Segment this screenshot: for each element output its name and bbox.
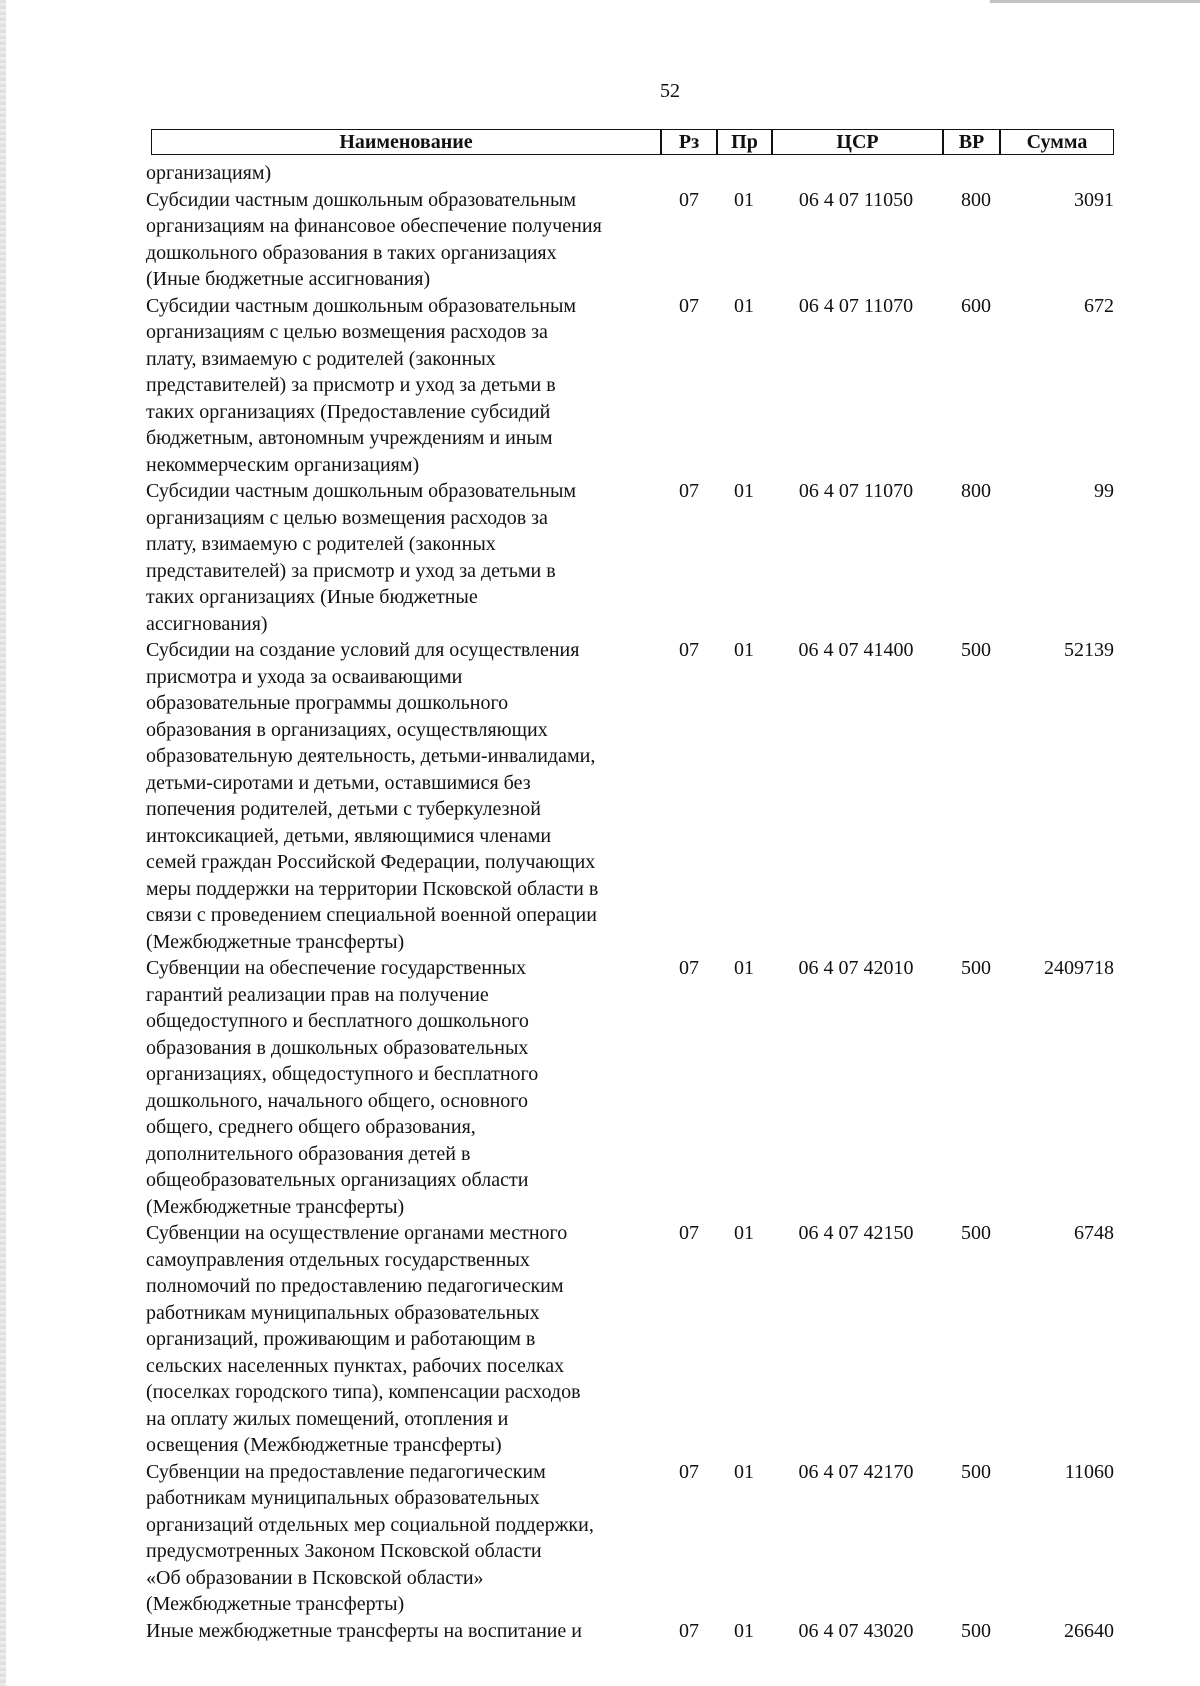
header-pr: Пр <box>717 129 772 155</box>
row-name <box>146 1618 648 1645</box>
row-name-line: плату, взимаемую с родителей (законных <box>146 533 496 555</box>
row-rz: 07 <box>679 1460 699 1483</box>
row-pr: 01 <box>734 957 754 979</box>
row-name-line: связи с проведением специальной военной операции <box>146 904 597 926</box>
scan-edge-top-right <box>990 0 1200 3</box>
row-name <box>146 160 648 187</box>
row-name-line: сельских населенных пунктах, рабочих поселках <box>146 1354 565 1377</box>
row-sum: 99 <box>1094 480 1114 502</box>
row-name-line: плату, взимаемую с родителей (законных <box>146 347 496 370</box>
header-vr: ВР <box>943 129 1000 155</box>
header-sum: Сумма <box>1000 129 1114 155</box>
row-rz: 07 <box>679 957 699 979</box>
row-name-line: гарантий реализации прав на получение <box>146 983 489 1006</box>
table-row <box>146 478 1114 637</box>
table-header <box>146 129 1114 156</box>
row-name-line: работникам муниципальных образовательных <box>146 1301 540 1324</box>
row-name-line: ассигнования) <box>146 612 268 635</box>
row-vr: 500 <box>961 957 991 979</box>
row-csr: 06 4 07 11070 <box>798 480 914 502</box>
header-rz: Рз <box>661 129 717 155</box>
row-name-line: дошкольного, начального общего, основного <box>146 1089 529 1112</box>
row-name-line: общеобразовательных организациях области <box>146 1169 529 1191</box>
row-name-line: на оплату жилых помещений, отопления и <box>146 1407 509 1430</box>
table-row <box>146 293 1114 479</box>
row-name-line: организациям с целью возмещения расходов за <box>146 321 548 343</box>
row-name-line: образовательные программы дошкольного <box>146 692 509 714</box>
row-name-line: «Об образовании в Псковской области» <box>146 1566 484 1589</box>
row-csr: 06 4 07 43020 <box>798 1619 914 1642</box>
row-name <box>146 637 648 955</box>
row-name-line: бюджетным, автономным учреждениям и иным <box>146 427 553 449</box>
row-sum: 2409718 <box>1044 957 1114 979</box>
row-name-line: освещения (Межбюджетные трансферты) <box>146 1434 502 1456</box>
row-name <box>146 1220 648 1459</box>
row-name-line: образовательную деятельность, детьми-инвалидами, <box>146 745 596 767</box>
table-row <box>146 1618 1114 1645</box>
row-name-line: общего, среднего общего образования, <box>146 1116 476 1138</box>
row-name-line: детьми-сиротами и детьми, оставшимися без <box>146 771 531 794</box>
row-vr: 500 <box>961 1460 991 1483</box>
row-name-line: (Межбюджетные трансферты) <box>146 1195 405 1218</box>
row-sum: 52139 <box>1064 639 1114 661</box>
row-sum: 3091 <box>1074 188 1114 211</box>
row-name-line: организациям с целью возмещения расходов за <box>146 506 548 529</box>
row-rz: 07 <box>679 480 699 502</box>
row-csr: 06 4 07 42150 <box>798 1222 914 1244</box>
row-name-line: Субсидии частным дошкольным образовательным <box>146 480 577 502</box>
row-name-line: предусмотренных Законом Псковской области <box>146 1540 542 1562</box>
header-name: Наименование <box>151 129 661 155</box>
row-name-line: таких организациях (Иные бюджетные <box>146 586 478 608</box>
row-name-line: попечения родителей, детьми с туберкулезной <box>146 798 541 820</box>
row-name-line: полномочий по предоставлению педагогическим <box>146 1275 564 1297</box>
row-name-line: образования в дошкольных образовательных <box>146 1036 529 1059</box>
row-name <box>146 293 648 479</box>
row-sum: 672 <box>1084 294 1114 317</box>
row-name-line: представителей) за присмотр и уход за детьми в <box>146 374 556 396</box>
table-row <box>146 955 1114 1220</box>
page-number: 52 <box>660 80 680 102</box>
row-name <box>146 187 648 293</box>
row-vr: 800 <box>961 188 991 211</box>
row-name-line: присмотра и ухода за осваивающими <box>146 665 463 688</box>
row-vr: 500 <box>961 1222 991 1244</box>
row-vr: 600 <box>961 294 991 317</box>
row-name-line: некоммерческим организациям) <box>146 453 420 476</box>
table-row <box>146 1459 1114 1618</box>
row-csr: 06 4 07 11070 <box>798 294 914 317</box>
row-vr: 500 <box>961 1619 991 1642</box>
scan-edge-left <box>0 0 6 1686</box>
row-rz: 07 <box>679 294 699 317</box>
row-name-line: Субсидии частным дошкольным образовательным <box>146 188 577 211</box>
row-name-line: Субсидии частным дошкольным образовательным <box>146 294 577 317</box>
row-sum: 6748 <box>1074 1222 1114 1244</box>
row-rz: 07 <box>679 188 699 211</box>
row-pr: 01 <box>734 188 754 211</box>
row-name-line: дополнительного образования детей в <box>146 1142 471 1165</box>
row-name <box>146 478 648 637</box>
row-name <box>146 955 648 1220</box>
row-name <box>146 1459 648 1618</box>
row-name-line: Субвенции на предоставление педагогическим <box>146 1460 546 1483</box>
table-row <box>146 1220 1114 1459</box>
row-vr: 800 <box>961 480 991 502</box>
row-name-line: самоуправления отдельных государственных <box>146 1248 530 1271</box>
row-pr: 01 <box>734 480 754 502</box>
row-name-line: образования в организациях, осуществляющих <box>146 718 548 741</box>
row-vr: 500 <box>961 639 991 661</box>
table-row <box>146 160 1114 187</box>
row-name-line: работникам муниципальных образовательных <box>146 1487 540 1509</box>
row-pr: 01 <box>734 1460 754 1483</box>
budget-table <box>146 129 1114 1644</box>
row-name-line: Субвенции на осуществление органами местного <box>146 1222 568 1244</box>
row-name-line: (Иные бюджетные ассигнования) <box>146 268 431 290</box>
row-pr: 01 <box>734 1222 754 1244</box>
row-name-line: дошкольного образования в таких организациях <box>146 241 557 264</box>
row-name-line: организациям) <box>146 162 272 184</box>
table-body <box>146 160 1114 1644</box>
row-name-line: Субсидии на создание условий для осуществления <box>146 639 580 661</box>
row-name-line: представителей) за присмотр и уход за детьми в <box>146 559 556 582</box>
row-csr: 06 4 07 41400 <box>798 639 914 661</box>
row-name-line: меры поддержки на территории Псковской области в <box>146 877 599 900</box>
row-sum: 11060 <box>1064 1460 1114 1483</box>
row-csr: 06 4 07 42010 <box>798 957 914 979</box>
table-row <box>146 637 1114 955</box>
table-row <box>146 187 1114 293</box>
row-name-line: организаций отдельных мер социальной поддержки, <box>146 1513 594 1536</box>
row-name-line: Субвенции на обеспечение государственных <box>146 957 527 979</box>
row-csr: 06 4 07 42170 <box>798 1460 914 1483</box>
header-csr: ЦСР <box>772 129 943 155</box>
row-rz: 07 <box>679 639 699 661</box>
row-name-line: общедоступного и бесплатного дошкольного <box>146 1010 529 1032</box>
row-pr: 01 <box>734 1619 754 1642</box>
row-name-line: (Межбюджетные трансферты) <box>146 930 405 953</box>
row-rz: 07 <box>679 1619 699 1642</box>
row-name-line: семей граждан Российской Федерации, получающих <box>146 851 596 873</box>
row-name-line: организациям на финансовое обеспечение получения <box>146 215 602 237</box>
row-pr: 01 <box>734 294 754 317</box>
row-csr: 06 4 07 11050 <box>798 188 914 211</box>
row-name-line: организаций, проживающим и работающим в <box>146 1328 536 1350</box>
row-name-line: (Межбюджетные трансферты) <box>146 1593 405 1615</box>
row-name-line: организациях, общедоступного и бесплатного <box>146 1063 539 1085</box>
row-name-line: Иные межбюджетные трансферты на воспитание и <box>146 1619 582 1642</box>
row-name-line: интоксикацией, детьми, являющимися членами <box>146 824 552 847</box>
row-name-line: (поселках городского типа), компенсации расходов <box>146 1381 581 1403</box>
row-name-line: таких организациях (Предоставление субсидий <box>146 400 551 423</box>
row-pr: 01 <box>734 639 754 661</box>
row-rz: 07 <box>679 1222 699 1244</box>
row-sum: 26640 <box>1064 1619 1114 1642</box>
